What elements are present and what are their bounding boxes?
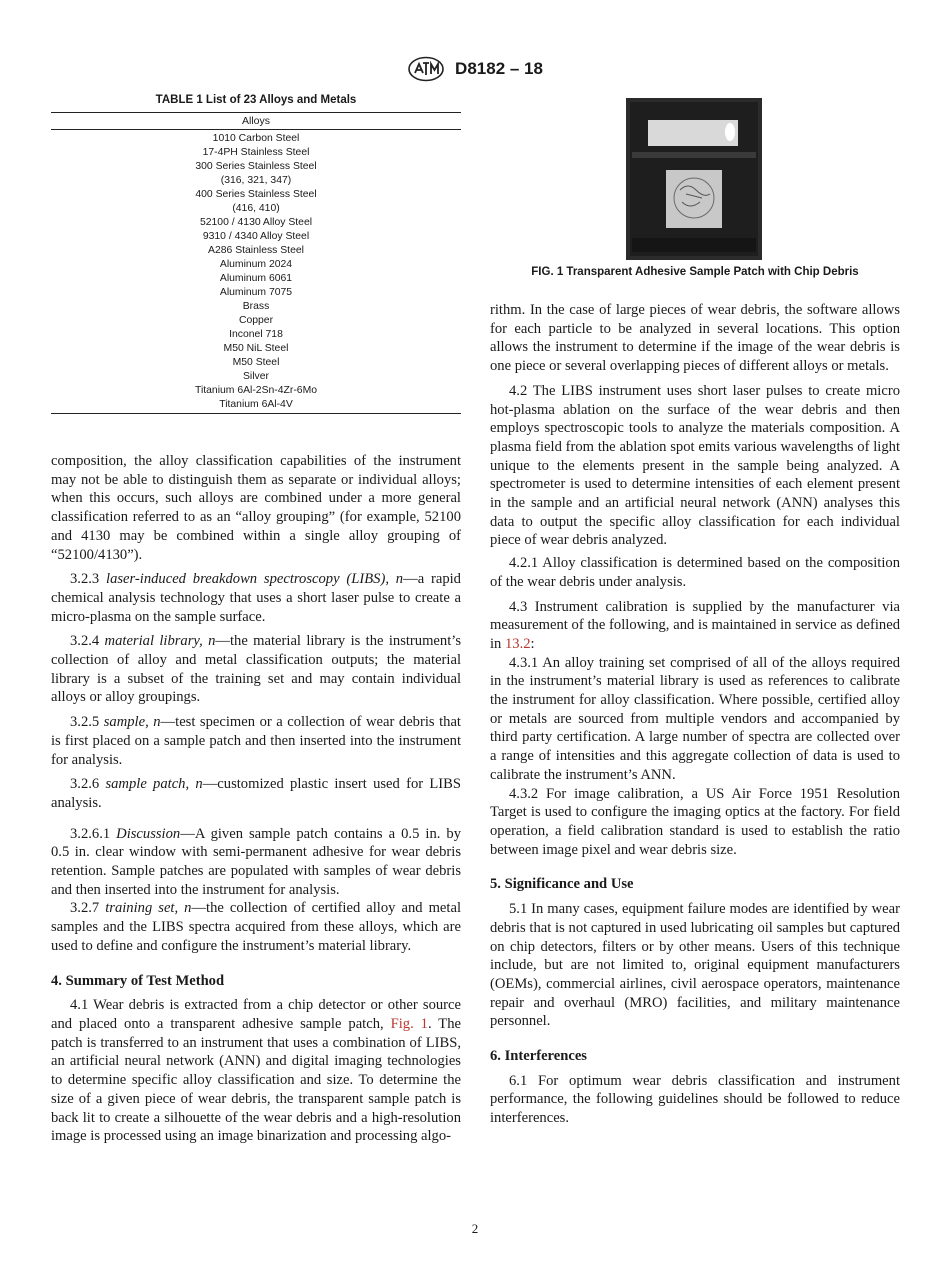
left-column [51,452,461,1146]
section-heading-5: 5. Significance and Use [490,876,634,893]
table-caption: TABLE 1 List of 23 Alloys and Metals [155,94,357,106]
section-number: 3.2.6.1 [70,825,117,842]
paragraph-text: 4.1 Wear debris is extracted from a chip detector or other source and placed onto a transparent adhesive sample patch, [51,997,461,1032]
table-row: Copper [238,315,274,326]
paragraph-text: 4.3 Instrument calibration is supplied by the manufacturer via measurement of the following, and is maintained in service as defined in [490,598,900,652]
table-body [51,130,461,412]
page-number: 2 [471,1221,479,1236]
paragraph-text: : [530,635,535,652]
discussion-text: —A given sample patch contains a 0.5 in. by 0.5 in. clear window with semi-permanent adhesive for wear debris retention. Sample patches are populated with samples of wear debris and then inserted into the instrument for analysis. [51,825,462,898]
paragraph-4-3 [490,598,900,654]
fig-1-link[interactable]: Fig. 1 [390,1015,428,1032]
alloys-table [51,94,461,414]
table-column-header: Alloys [241,115,270,127]
defined-term: sample, n [103,714,161,731]
paragraph-4-2: 4.2 The LIBS instrument uses short laser pulses to create micro hot-plasma ablation on the surface of the wear debris and then employs spectroscopic tools to analyze the materials composition. A plasma field from the ablation spot emits various wavelengths of light unique to the elements present in the sample being analyzed. A spectrometer is used to determine intensities of each element present in the sample and an artificial neural network (ANN) analyses this data to output the specific alloy classification for each individual piece of wear debris analyzed. [490,382,900,549]
page-header [0,56,950,84]
defined-term: laser-induced breakdown spectroscopy (LIBS), n [106,571,404,588]
paragraph-3-2-3 [51,570,461,626]
right-column [490,301,900,1128]
section-heading-6: 6. Interferences [490,1048,587,1065]
table-row: Titanium 6Al-2Sn-4Zr-6Mo [194,385,318,396]
paragraph-3-2-7 [51,899,461,955]
definition-text: —customized plastic insert used for LIBS analysis. [51,776,461,811]
table-row: M50 NiL Steel [223,343,289,354]
table-row: 9310 / 4340 Alloy Steel [202,231,310,242]
table-row: M50 Steel [232,357,280,368]
table-row: 17-4PH Stainless Steel [202,147,310,158]
section-number: 3.2.6 [70,776,106,793]
table-row: 1010 Carbon Steel [212,133,300,144]
table-row: Aluminum 7075 [219,287,293,298]
paragraph-3-2-5 [51,713,461,769]
table-row: Silver [243,371,269,382]
paragraph-6-1: 6.1 For optimum wear debris classification and instrument performance, the following guidelines should be followed to reduce interferences. [490,1072,900,1127]
table-row: (416, 410) [232,203,280,214]
section-13-2-link[interactable]: 13.2 [505,635,531,652]
table-row: 300 Series Stainless Steel [195,161,317,172]
section-number: 3.2.4 [70,633,105,650]
paragraph-4-1 [51,996,461,1146]
defined-term: training set, n [105,900,192,917]
paragraph-4-3-2: 4.3.2 For image calibration, a US Air Force 1951 Resolution Target is used to configure the imaging optics at the factory. For field operation, a field calibration standard is used to establish the ratio between image pixel and wear debris size. [490,785,900,858]
sample-patch-photo [626,98,762,260]
section-heading-4: 4. Summary of Test Method [51,972,225,989]
paragraph-text: . The patch is transferred to an instrument that uses a combination of LIBS, an artificial neural network (ANN) and digital imaging technologies to determine specific alloy classification and size. To determine the size of a given piece of wear debris, the transparent sample patch is back lit to create a silhouette of the wear debris and a high-resolution image is processed using an image binarization and processing algo- [51,1015,461,1145]
paragraph-continued: composition, the alloy classification capabilities of the instrument may not be able to distinguish them as separate or individual alloys; when this occurs, such alloys are combined under a more general classification referred to as an “alloy grouping” (for example, 52100 and 4130 may be combined within a single alloy grouping of “52100/4130”). [51,453,461,563]
table-row: Aluminum 2024 [219,259,293,270]
defined-term: sample patch, n [105,776,203,793]
table-row: 52100 / 4130 Alloy Steel [199,217,313,228]
table-row: Aluminum 6061 [219,273,293,284]
table-bottom-rule [51,413,461,414]
section-number: 3.2.3 [70,571,107,588]
definition-text: —test specimen or a collection of wear debris that is first placed on a sample patch and then inserted into the instrument for analysis. [51,714,461,768]
table-row: Titanium 6Al-4V [219,399,293,410]
astm-logo-icon [407,56,445,82]
table-row: Inconel 718 [229,329,283,340]
definition-text: —a rapid chemical analysis technology that uses a short laser pulse to create a micro-plasma on the sample surface. [51,571,461,625]
paragraph-4-2-1: 4.2.1 Alloy classification is determined based on the composition of the wear debris under analysis. [490,555,900,590]
paragraph-3-2-4 [51,632,461,707]
definition-text: —the material library is the instrument’s collection of alloy and metal classification outputs; the material library is a subset of the training set and may contain individual alloys or alloy groupings. [51,633,461,706]
section-number: 3.2.7 [70,900,106,917]
section-number: 3.2.5 [70,714,104,731]
figure-caption: FIG. 1 Transparent Adhesive Sample Patch with Chip Debris [531,266,859,278]
discussion-label: Discussion [116,825,181,842]
table-row: A286 Stainless Steel [208,245,304,256]
table-row: 400 Series Stainless Steel [195,189,317,200]
paragraph-5-1: 5.1 In many cases, equipment failure modes are identified by wear debris that is not captured in used lubricating oil samples but captured on chip detectors, filters or by other means. Users of this technique include, but are not limited to, original equipment manufacturers (OEMs), commercial airlines, civil aerospace operators, maintenance repair and overhaul (MRO) facilities, and military maintenance personnel. [490,901,900,1030]
paragraph-continued: rithm. In the case of large pieces of wear debris, the software allows for each particle to be analyzed in several locations. This option allows the instrument to determine if the image of the wear debris is one piece or several overlapping pieces of different alloys or metals. [490,302,900,375]
definition-text: —the collection of certified alloy and metal samples and the LIBS spectra acquired from these alloys, which are used to define and configure the instrument’s material library. [51,900,461,954]
table-row: Brass [242,301,270,312]
defined-term: material library, n [104,633,216,650]
paragraph-3-2-6-1 [51,825,461,900]
document-id: D8182 – 18 [455,59,543,78]
paragraph-3-2-6 [51,775,461,812]
table-row: (316, 321, 347) [220,175,292,186]
paragraph-4-3-1: 4.3.1 An alloy training set comprised of all of the alloys required in the instrument’s material library is used as references to calibrate the instrument for alloy classification. Where possible, certified alloy or metals are sourced from multiple vendors and accompanied by third party certification. A large number of spectra are collected over a range of intensities and this aggregate collection of data is used to calibrate the instrument’s ANN. [490,654,900,783]
